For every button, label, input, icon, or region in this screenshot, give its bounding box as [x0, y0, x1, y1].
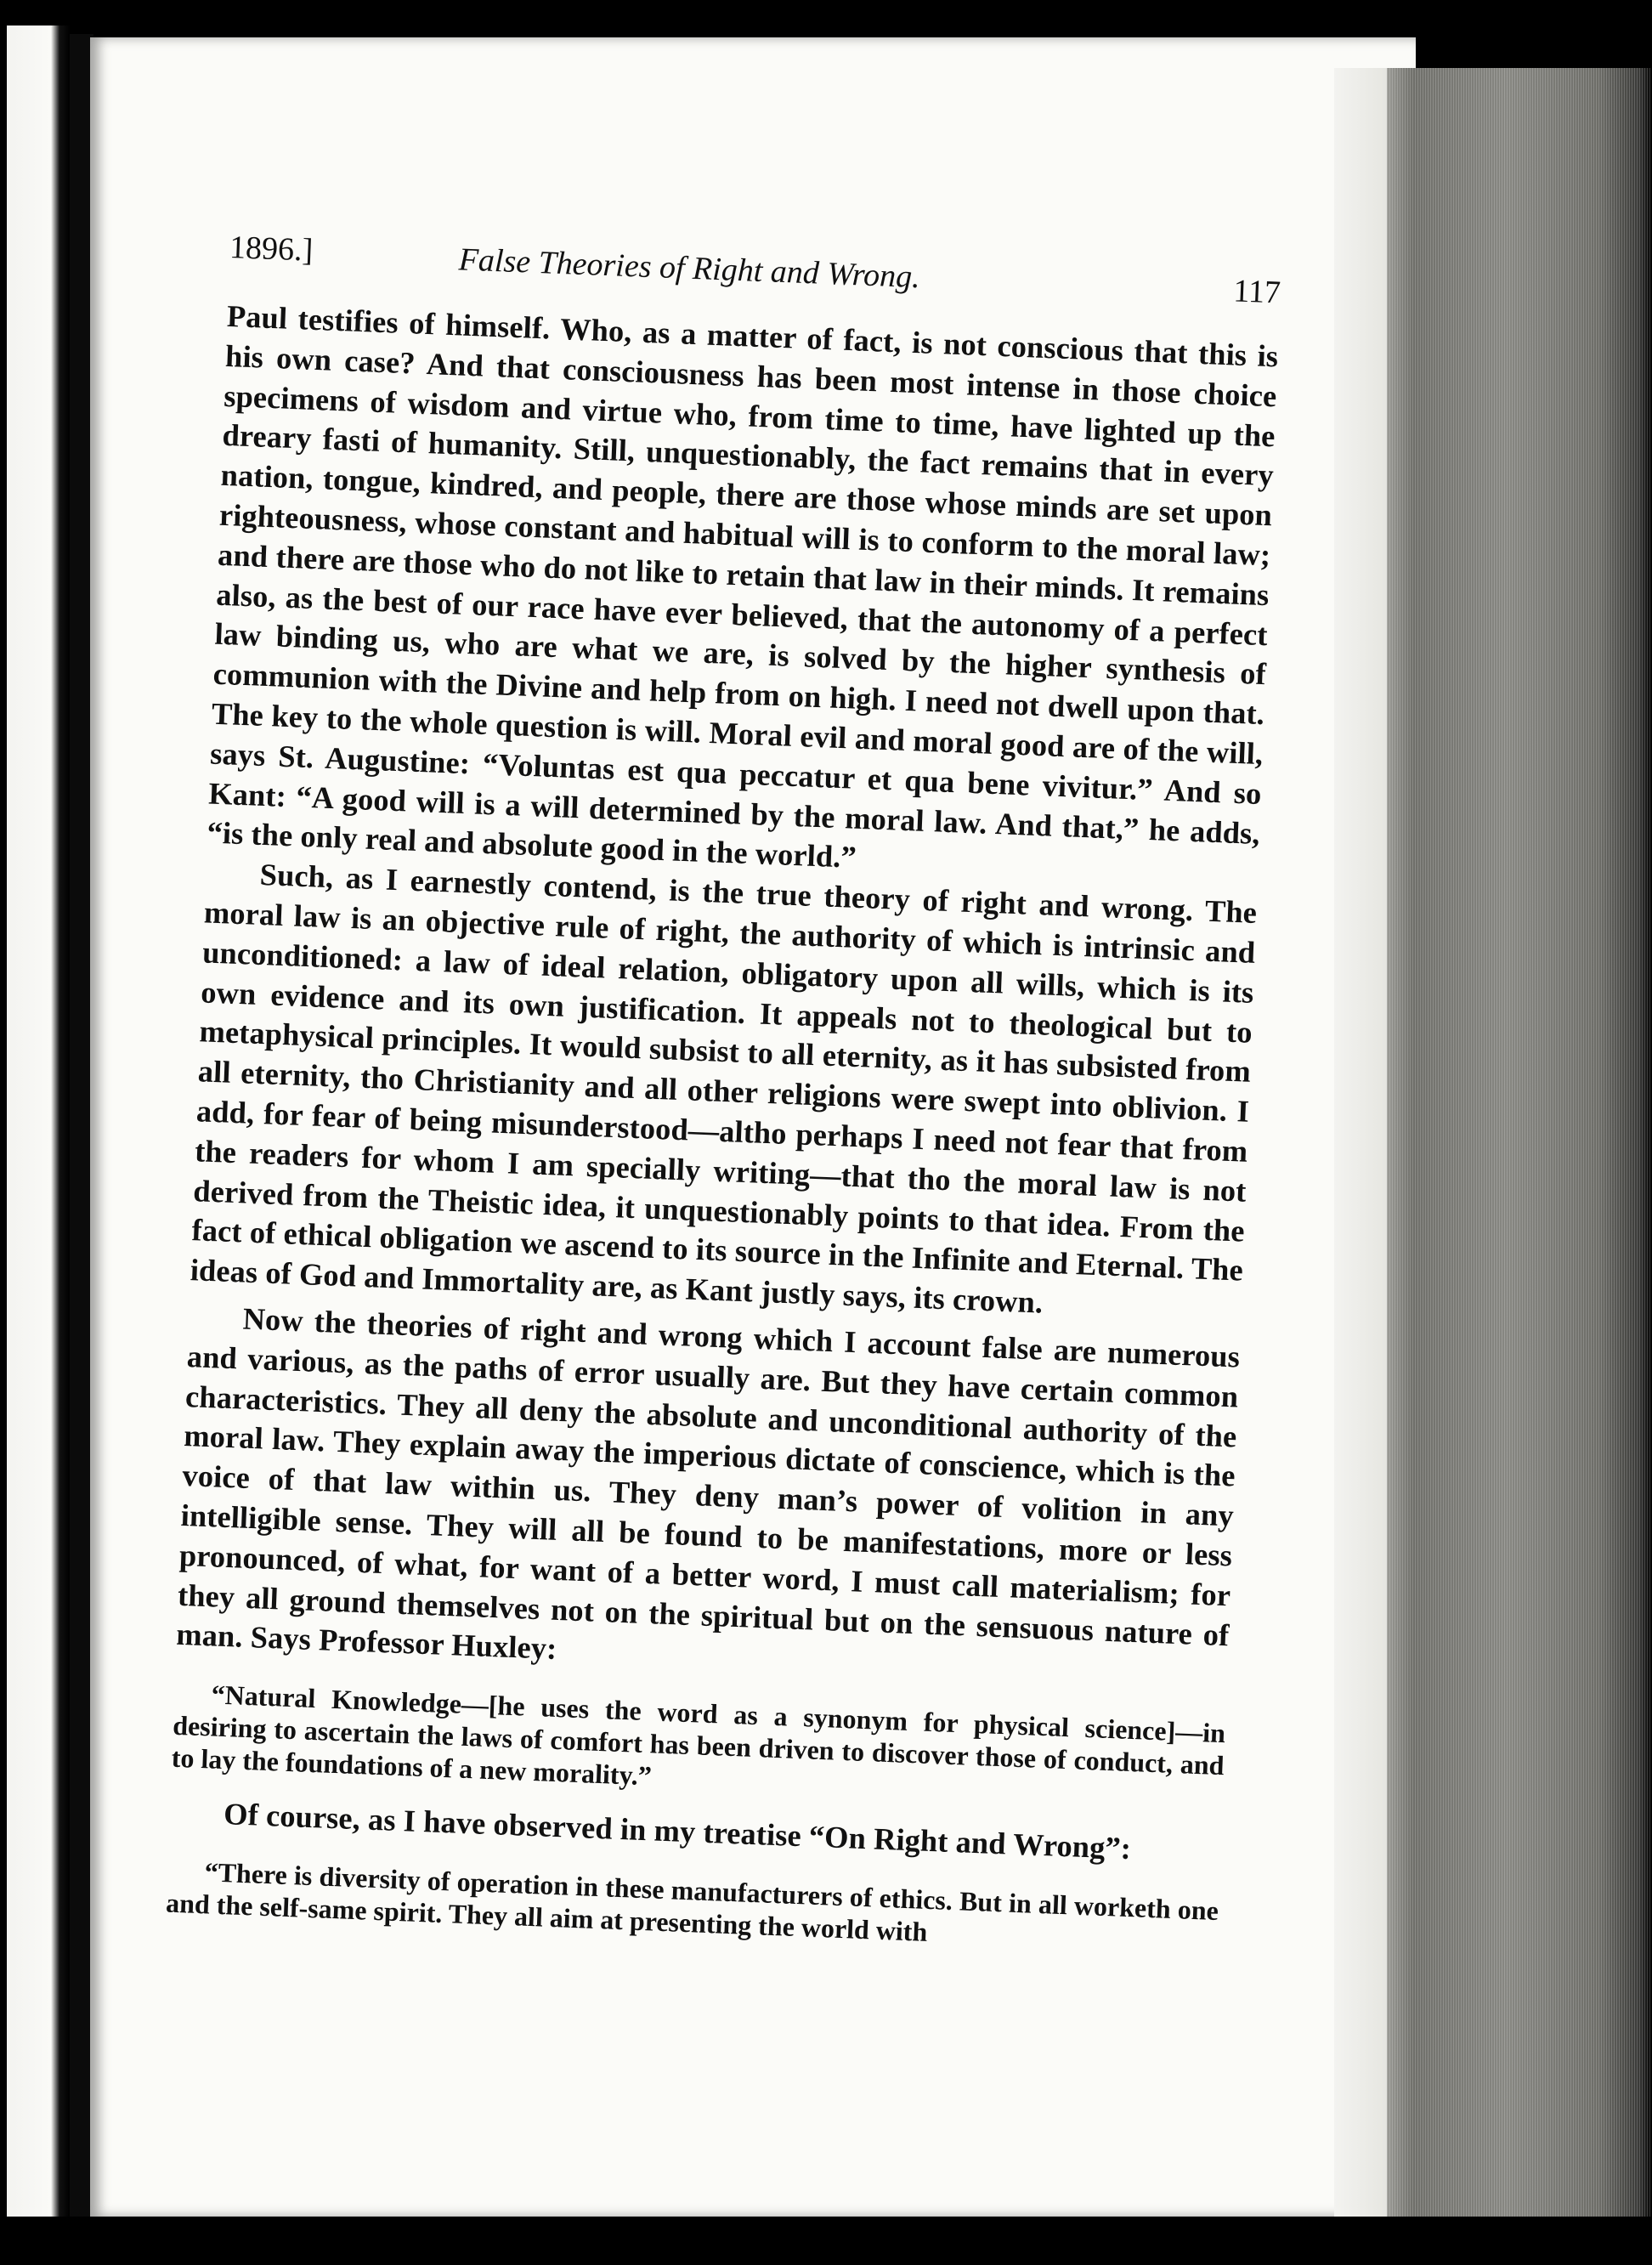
page-stack-edge	[1387, 68, 1652, 2217]
running-title: False Theories of Right and Wrong.	[457, 241, 921, 296]
block-quote-huxley	[171, 1677, 1225, 1814]
quote-text-2: “There is diversity of operation in these manufacturers of ethics. But in all worketh one and the self-same spirit. They all aim at presenting the world with	[165, 1856, 1219, 1947]
page-number: 117	[1232, 273, 1281, 311]
paragraph-1: Paul testifies of himself. Who, as a matter of fact, is not conscious that this is his own case? And that consciousness has been most intense in those choice specimens of wisdom and virtue who, from time to time, have lighted up the dreary fasti of humanity. Still, unquestionably, the fact remains that in every nation, tongue, kindred, and people, there are those whose minds are set upon righteousness, whose constant and habitual will is to conform to the moral law; and there are those who do not like to retain that law in their minds. It remains also, as the best of our race have ever believed, that the autonomy of a perfect law binding us, who are what we are, is solved by the higher synthesis of communion with the Divine and help from on high. I need not dwell upon that. The key to the whole question is will. Moral evil and moral good are of the will, says St. Augustine: “Voluntas est qua peccatur et qua bene vivitur.” And so Kant: “A good will is a will determined by the moral law. And that,” he adds, “is the only real and absolute good in the world.”	[206, 298, 1279, 875]
quote-text: “Natural Knowledge—[he uses the word as a synonym for physical science]—in desiring to ascertain the laws of comfort has been driven to discover those of conduct, and to lay the foundations of a new morality.”	[171, 1679, 1226, 1792]
header-date: 1896.]	[229, 229, 314, 269]
body-text	[176, 297, 1279, 1695]
paragraph-4: Of course, as I have observed in my treatise “On Right and Wrong”:	[223, 1797, 1132, 1866]
paragraph-2: Such, as I earnestly contend, is the true theory of right and wrong. The moral law is an objective rule of right, the authority of which is intrinsic and unconditioned: a law of ideal relation, obligatory upon all wills, which is its own evidence and its own justification. It appeals not to theological but to metaphysical principles. It would subsist to all eternity, as it has subsisted from all eternity, tho Christianity and all other religions were swept into oblivion. I add, for fear of being misunderstood—altho perhaps I need not fear that from the readers for whom I am specially writing—that tho the moral law is not derived from the Theistic idea, it unquestionably points to that idea. From the fact of ethical obligation we ascend to its source in the Infinite and Eternal. The ideas of God and Immortality are, as Kant justly says, its crown.	[190, 858, 1258, 1320]
facing-page-edge	[0, 25, 70, 2217]
paragraph-3: Now the theories of right and wrong which I account false are numerous and various, as the paths of error usually are. But they have certain common characteristics. They all deny the absolute and unconditional authority of the moral law. They explain away the imperious dictate of conscience, which is the voice of that law within us. They deny man’s power of volition in any intelligible sense. They will all be found to be manifestations, more or less pronounced, of what, for want of a better word, I must call materialism; for they all ground themselves not on the spiritual but on the sensuous nature of man. Says Professor Huxley:	[175, 1301, 1241, 1667]
page-text-block	[154, 229, 1281, 2265]
block-quote-treatise	[166, 1854, 1219, 1958]
book-page	[90, 37, 1416, 2217]
